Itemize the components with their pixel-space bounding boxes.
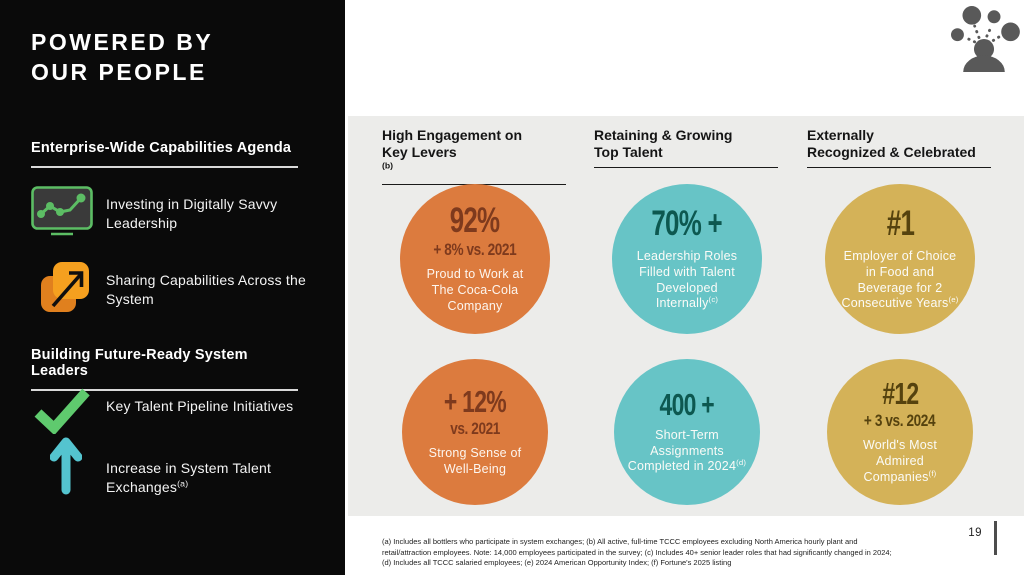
stat-description: Employer of Choice in Food and Beverage for 2 Consecutive Years$^{(e)}$ bbox=[841, 248, 959, 311]
header-rule bbox=[807, 167, 991, 168]
chart-monitor-icon bbox=[31, 186, 93, 236]
stat-subtext: + 3 vs. 2024 bbox=[864, 410, 936, 430]
stat-circle-wellbeing bbox=[402, 359, 548, 505]
stat-value: 92% bbox=[450, 200, 500, 240]
page-title-line2: OUR PEOPLE bbox=[31, 59, 207, 86]
overlapping-squares-arrow-icon bbox=[40, 261, 89, 314]
page-number: 19 bbox=[968, 527, 982, 539]
stat-circle-assignments bbox=[614, 359, 760, 505]
stat-value: #1 bbox=[886, 203, 914, 243]
stat-value: 400 + bbox=[659, 386, 715, 422]
person-network-icon bbox=[948, 6, 1020, 72]
page-number-divider bbox=[994, 521, 997, 555]
left-item-label: Investing in Digitally Savvy Leadership bbox=[106, 196, 278, 232]
up-arrow-icon bbox=[50, 437, 82, 495]
left-item-label: Increase in System Talent Exchanges$^{(a)}$ bbox=[106, 460, 272, 496]
stat-description: Short-Term Assignments Completed in 2024$^{(d)}$ bbox=[627, 427, 747, 474]
section-header-capabilities: Enterprise-Wide Capabilities Agenda bbox=[31, 140, 298, 168]
stat-subtext: vs. 2021 bbox=[450, 418, 500, 438]
left-item-label: Sharing Capabilities Across the System bbox=[106, 272, 306, 308]
stat-description: World's Most Admired Companies$^{(f)}$ bbox=[862, 438, 937, 485]
stat-description: Proud to Work at The Coca-Cola Company bbox=[426, 267, 524, 314]
column-header-recognition: Externally Recognized & Celebrated bbox=[807, 127, 1007, 168]
section-header-leaders: Building Future-Ready System Leaders bbox=[31, 347, 298, 391]
header-rule bbox=[594, 167, 778, 168]
footnote: (a) Includes all bottlers who participate in system exchanges; (b) All active, full-time TCCC employees excluding North America hourly plant and retail/attraction employees. Note: 14,000 employees participated in the survey; (c) Includes 40+ senior leader roles that had significantly changed in 2024; (d) Includes all TCCC salaried employees; (e) 2024 American Opportunity Index; (f) Fortune's 2025 listing bbox=[382, 537, 892, 568]
column-header-talent: Retaining & Growing Top Talent bbox=[594, 127, 794, 168]
stat-value: + 12% bbox=[443, 383, 506, 419]
stat-value: 70% + bbox=[651, 203, 723, 243]
stat-description: Leadership Roles Filled with Talent Developed Internally$^{(c)}$ bbox=[636, 248, 738, 311]
check-icon bbox=[33, 388, 91, 434]
stat-circle-employer-of-choice bbox=[825, 184, 975, 334]
column-header-engagement: High Engagement on Key Levers $^{(b)}$ bbox=[382, 127, 582, 185]
left-item-label: Key Talent Pipeline Initiatives bbox=[106, 398, 294, 414]
left-panel bbox=[0, 0, 345, 575]
page-title bbox=[31, 27, 213, 88]
stat-subtext: + 8% vs. 2021 bbox=[433, 239, 517, 259]
stat-description: Strong Sense of Well-Being bbox=[428, 446, 522, 477]
stat-circle-admired-companies bbox=[827, 359, 973, 505]
stat-circle-engagement bbox=[400, 184, 550, 334]
page-title-line1: POWERED BY bbox=[31, 29, 214, 55]
stat-circle-leadership-roles bbox=[612, 184, 762, 334]
stat-value: #12 bbox=[881, 375, 919, 411]
